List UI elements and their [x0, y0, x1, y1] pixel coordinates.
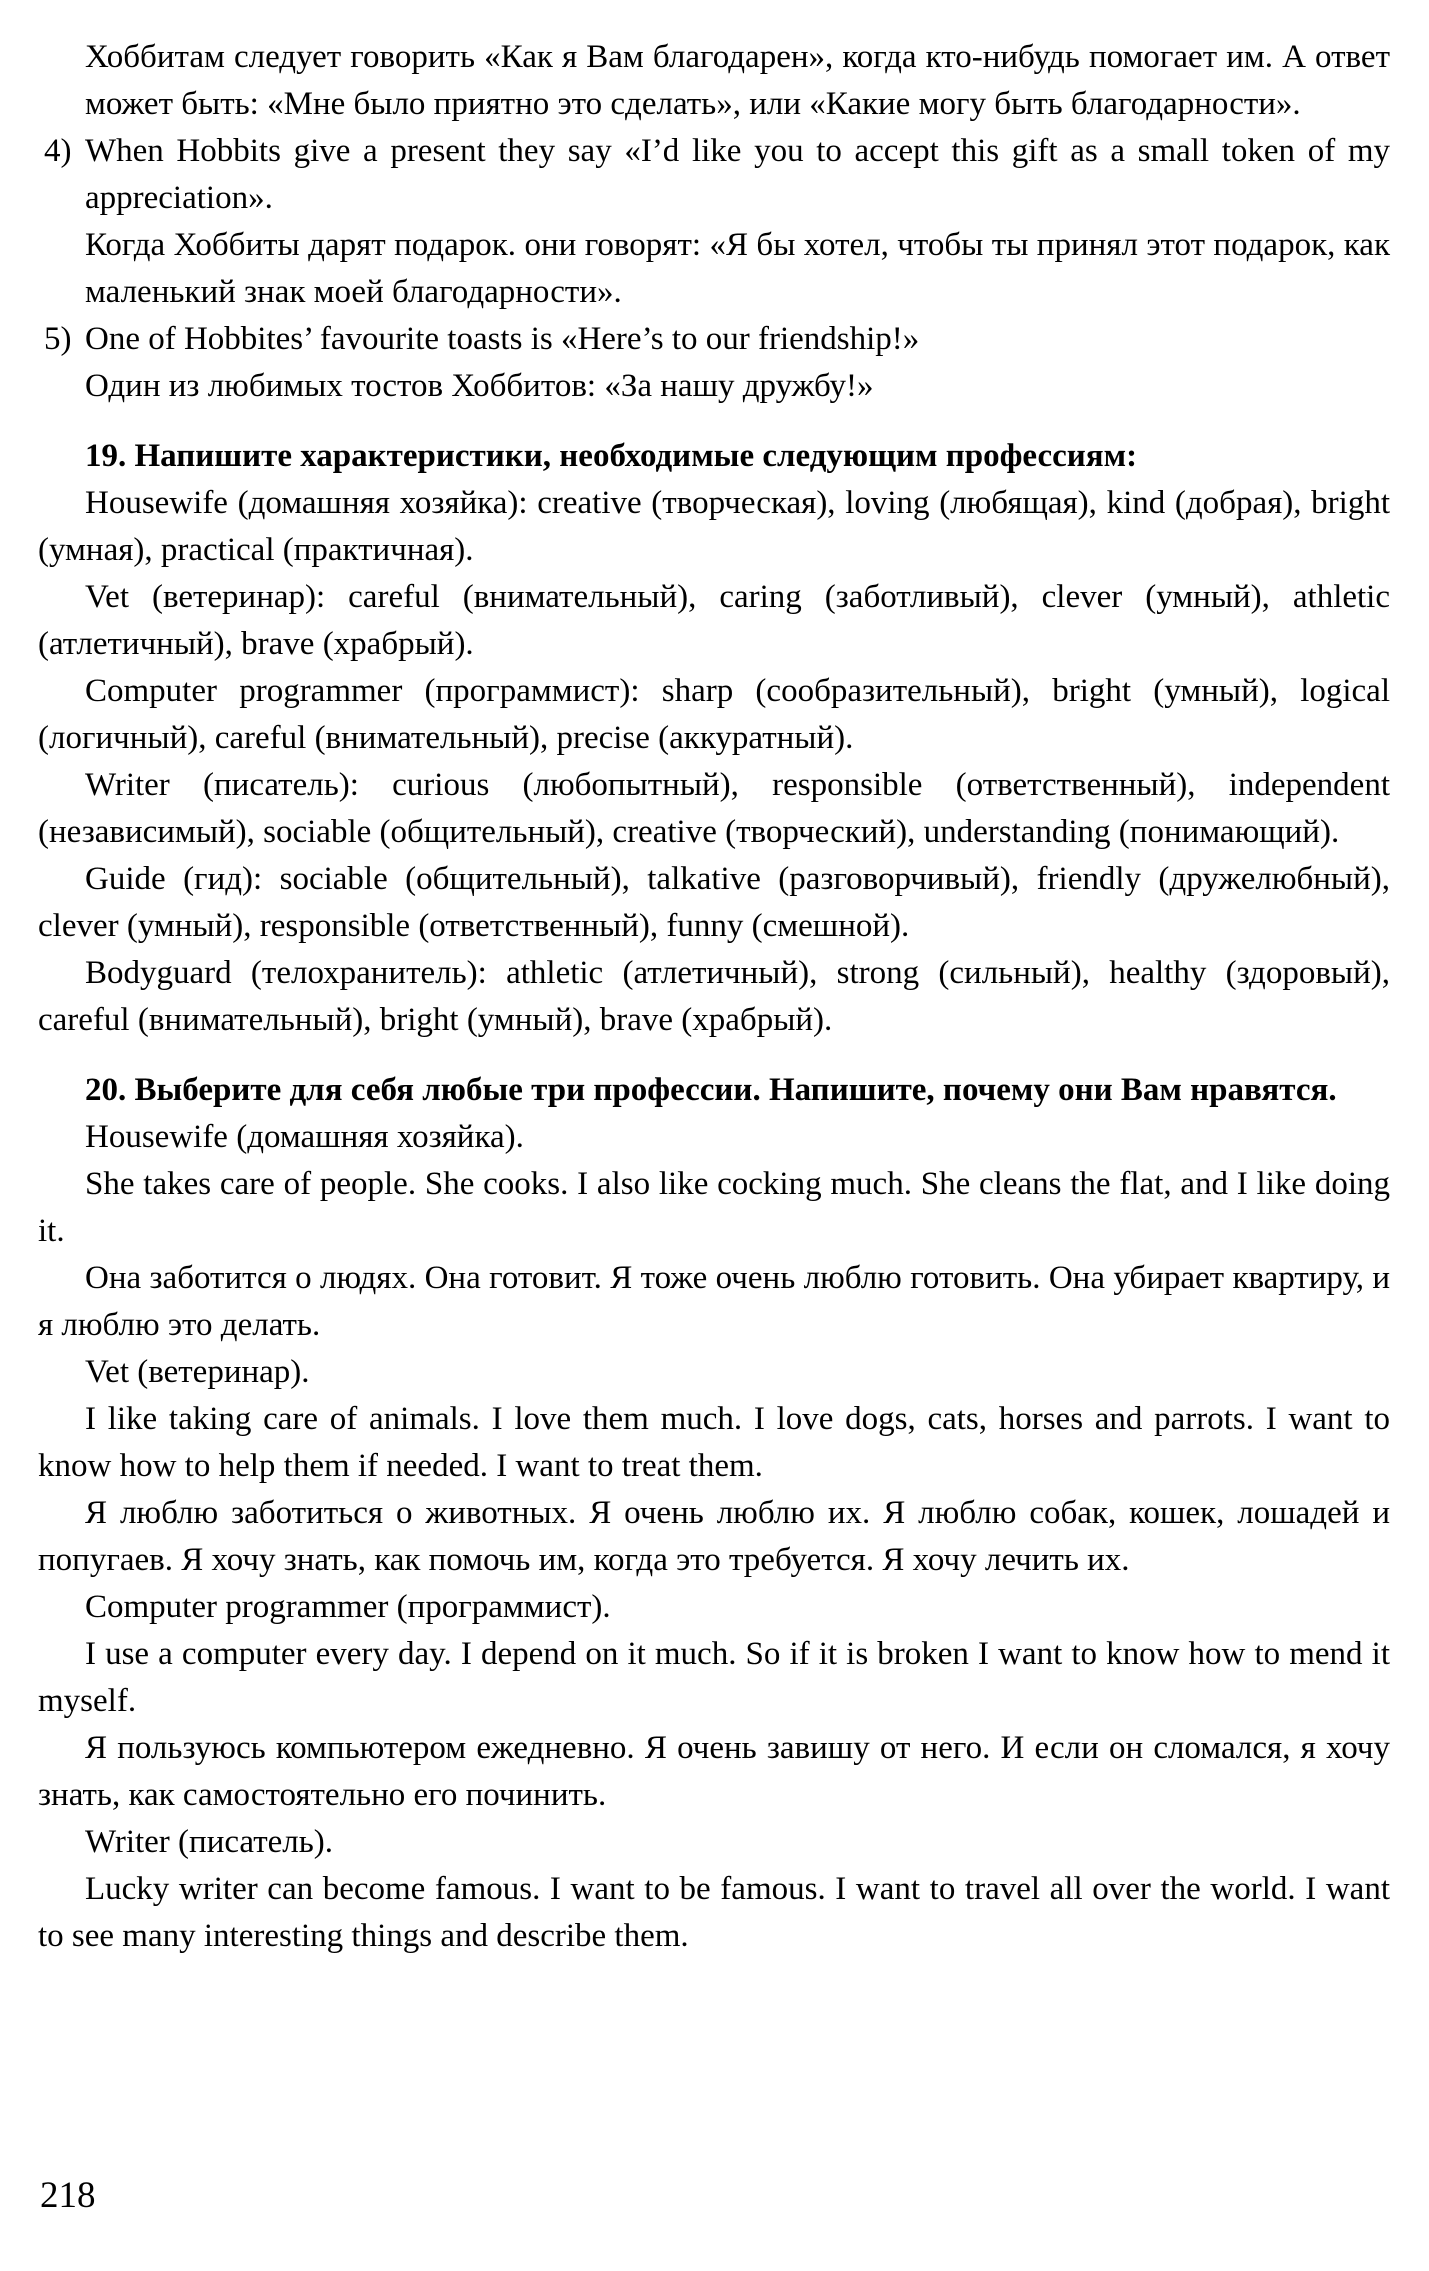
page-content — [38, 34, 1390, 1960]
list-item-4-marker: 4) — [44, 133, 72, 169]
list-item-5-marker: 5) — [44, 321, 72, 357]
exercise-19-paragraph-writer: Writer (писатель): curious (любопытный), responsible (ответственный), independent (независимый), sociable (общительный), creative (творческий), understanding (понимающий). — [38, 767, 1390, 850]
list-item-4 — [38, 128, 1390, 316]
exercise-19-heading: 19. Напишите характеристики, необходимые следующим профессиям: — [85, 438, 1138, 474]
exercise-20-paragraph-vet-title: Vet (ветеринар). — [85, 1354, 310, 1390]
exercise-19-paragraph-guide: Guide (гид): sociable (общительный), talkative (разговорчивый), friendly (дружелюбный), clever (умный), responsible (ответственный), funny (смешной). — [38, 861, 1390, 944]
exercise-19-paragraph-vet: Vet (ветеринар): careful (внимательный), caring (заботливый), clever (умный), athletic (атлетичный), brave (храбрый). — [38, 579, 1390, 662]
exercise-20-paragraph-housewife-ru: Она заботится о людях. Она готовит. Я тоже очень люблю готовить. Она убирает квартиру, и я люблю это делать. — [38, 1260, 1390, 1343]
exercise-20-paragraph-programmer-ru: Я пользуюсь компьютером ежедневно. Я очень завишу от него. И если он сломался, я хочу знать, как самостоятельно его починить. — [38, 1730, 1390, 1813]
page-number: 218 — [40, 2175, 96, 2216]
exercise-20-paragraph-housewife-en: She takes care of people. She cooks. I also like cocking much. She cleans the flat, and I like doing it. — [38, 1166, 1390, 1249]
exercise-19-paragraph-programmer: Computer programmer (программист): sharp (сообразительный), bright (умный), logical (логичный), careful (внимательный), precise (аккуратный). — [38, 673, 1390, 756]
list-item-4-russian: Когда Хоббиты дарят подарок. они говорят: «Я бы хотел, чтобы ты принял этот подарок, как маленький знак моей благодарности». — [85, 227, 1390, 310]
exercise-20-paragraph-writer-title: Writer (писатель). — [85, 1824, 334, 1860]
exercise-20-paragraph-programmer-title: Computer programmer (программист). — [85, 1589, 611, 1625]
list-item-5 — [38, 316, 1390, 410]
list-item-5-russian: Один из любимых тостов Хоббитов: «За нашу дружбу!» — [85, 368, 874, 404]
item3-translation-continuation: Хоббитам следует говорить «Как я Вам благодарен», когда кто-нибудь помогает им. А ответ может быть: «Мне было приятно это сделать», или «Какие могу быть благодарности». — [85, 39, 1390, 122]
exercise-20-paragraph-programmer-en: I use a computer every day. I depend on it much. So if it is broken I want to know how to mend it myself. — [38, 1636, 1390, 1719]
list-item-4-english: When Hobbits give a present they say «I’d like you to accept this gift as a small token of my appreciation». — [85, 133, 1390, 216]
exercise-19-paragraph-housewife: Housewife (домашняя хозяйка): creative (творческая), loving (любящая), kind (добрая), bright (умная), practical (практичная). — [38, 485, 1390, 568]
exercise-20-paragraph-vet-en: I like taking care of animals. I love them much. I love dogs, cats, horses and parrots. I want to know how to help them if needed. I want to treat them. — [38, 1401, 1390, 1484]
exercise-20-paragraph-vet-ru: Я люблю заботиться о животных. Я очень люблю их. Я люблю собак, кошек, лошадей и попугаев. Я хочу знать, как помочь им, когда это требуется. Я хочу лечить их. — [38, 1495, 1390, 1578]
exercise-20-paragraph-housewife-title: Housewife (домашняя хозяйка). — [85, 1119, 524, 1155]
exercise-20-paragraph-writer-en: Lucky writer can become famous. I want to be famous. I want to travel all over the world. I want to see many interesting things and describe them. — [38, 1871, 1390, 1954]
exercise-19-paragraph-bodyguard: Bodyguard (телохранитель): athletic (атлетичный), strong (сильный), healthy (здоровый), careful (внимательный), bright (умный), brave (храбрый). — [38, 955, 1390, 1038]
list-item-5-english: One of Hobbites’ favourite toasts is «Here’s to our friendship!» — [85, 321, 920, 357]
exercise-20-heading: 20. Выберите для себя любые три профессии. Напишите, почему они Вам нравятся. — [85, 1072, 1337, 1108]
